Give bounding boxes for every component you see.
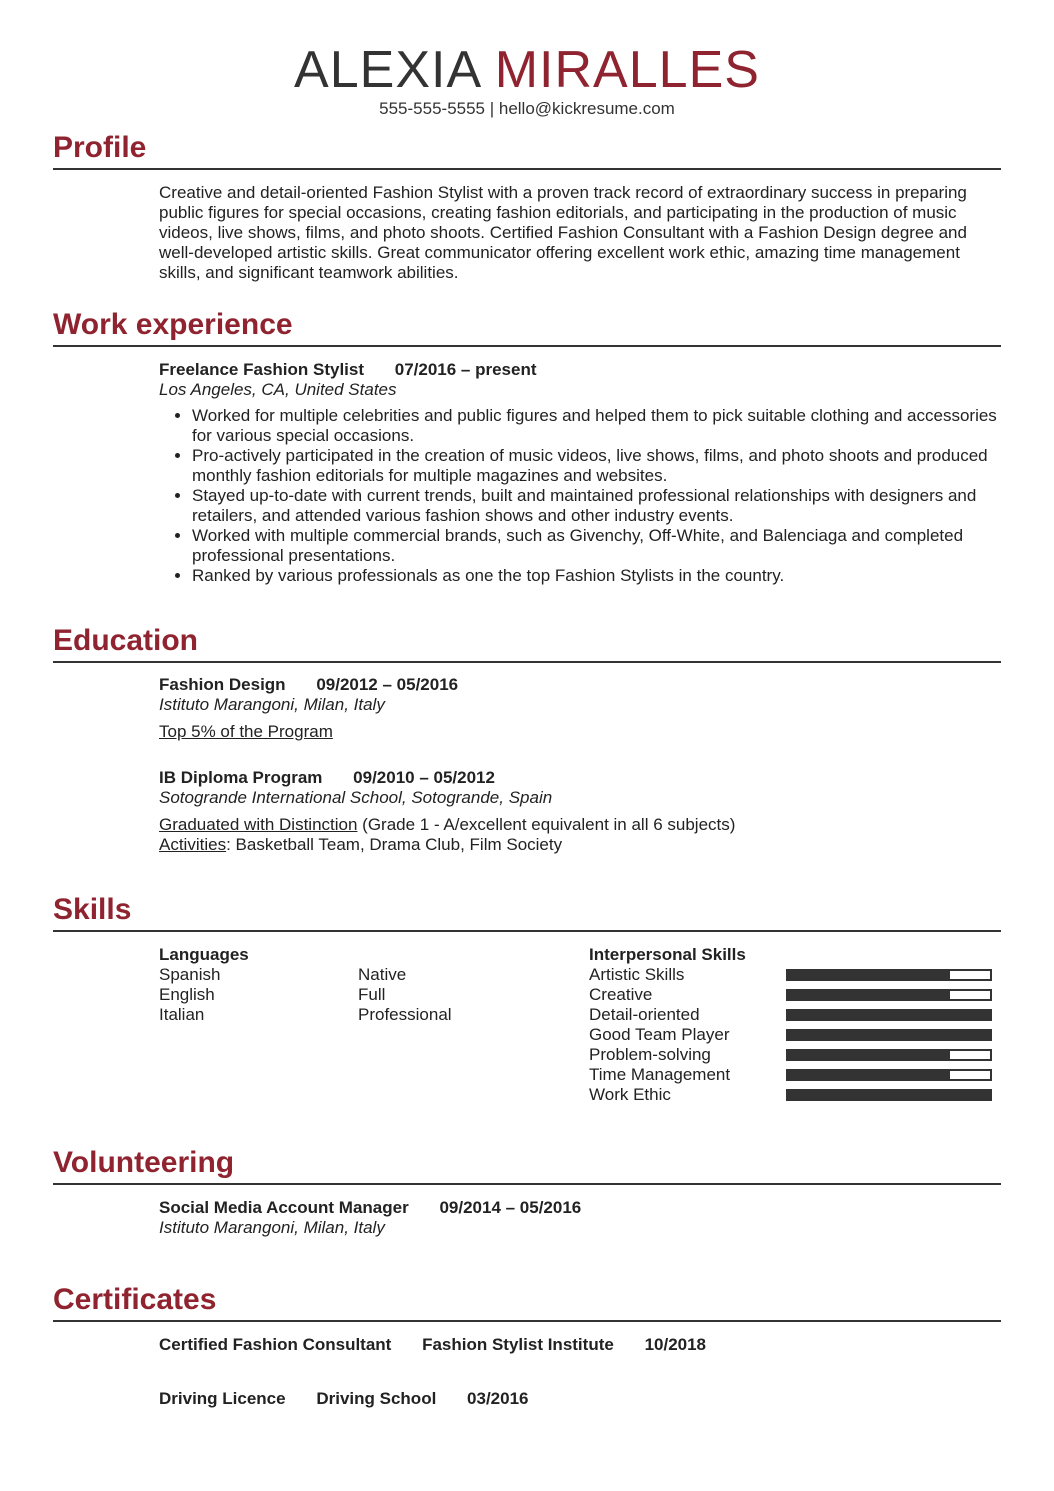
language-level: Native	[358, 965, 407, 984]
skills-section	[53, 892, 1001, 932]
degree-name: Fashion Design	[159, 675, 286, 694]
skill-name: Problem-solving	[589, 1045, 711, 1064]
activities-rest: : Basketball Team, Drama Club, Film Society	[226, 835, 563, 854]
skill-level-bar	[786, 989, 992, 1001]
education-section	[53, 623, 1001, 663]
job-place: Los Angeles, CA, United States	[159, 380, 397, 399]
certificate-issuer: Driving School	[316, 1389, 437, 1408]
skill-row	[589, 1085, 1009, 1105]
skill-name: Good Team Player	[589, 1025, 730, 1044]
skill-name: Creative	[589, 985, 653, 1004]
language-row	[159, 1005, 559, 1025]
degree-note	[159, 815, 1004, 835]
volunteering-heading: Volunteering	[53, 1145, 1001, 1185]
volunteer-place: Istituto Marangoni, Milan, Italy	[159, 1218, 385, 1237]
education-item	[159, 768, 1004, 855]
job-title: Freelance Fashion Stylist	[159, 360, 365, 379]
volunteer-header	[159, 1198, 1004, 1218]
degree-header	[159, 768, 1004, 788]
certificates-section	[53, 1282, 1001, 1322]
skill-level-bar	[786, 1069, 992, 1081]
skill-row	[589, 965, 1009, 985]
skill-level-fill	[788, 1011, 990, 1019]
certificate-name: Certified Fashion Consultant	[159, 1335, 392, 1354]
degree-note-label: Top 5% of the Program	[159, 722, 333, 741]
certificate-issuer: Fashion Stylist Institute	[422, 1335, 614, 1354]
skill-level-bar	[786, 1049, 992, 1061]
degree-date: 09/2010 – 05/2012	[353, 768, 495, 787]
interpersonal-block	[589, 945, 1009, 1105]
job-bullets	[159, 406, 1004, 586]
language-level: Full	[358, 985, 386, 1004]
contact-info: 555-555-5555 | hello@kickresume.com	[379, 99, 675, 118]
certificate-row	[159, 1335, 1004, 1355]
language-row	[159, 985, 559, 1005]
degree-name: IB Diploma Program	[159, 768, 323, 787]
school-name: Sotogrande International School, Sotogrande, Spain	[159, 788, 553, 807]
profile-text: Creative and detail-oriented Fashion Stylist with a proven track record of extraordinary success in preparing public figures for special occasions, creating fashion editorials, and participating in the production of music videos, live shows, films, and photo shoots. Certified Fashion Consultant with a Fashion Design degree and well-developed artistic skills. Great communicator offering excellent work ethic, amazing time management skills, and significant teamwork abilities.	[159, 183, 967, 282]
certificate-date: 10/2018	[644, 1335, 707, 1354]
skill-name: Artistic Skills	[589, 965, 685, 984]
language-name: Italian	[159, 1005, 205, 1024]
language-level: Professional	[358, 1005, 452, 1024]
skill-row	[589, 1005, 1009, 1025]
certificate-name: Driving Licence	[159, 1389, 286, 1408]
skill-level-fill	[788, 1091, 990, 1099]
skill-name: Detail-oriented	[589, 1005, 700, 1024]
work-heading: Work experience	[53, 307, 1001, 347]
list-item: • Worked for multiple celebrities and public figures and helped them to pick suitable clothing and accessories for various special occasions.	[192, 406, 1004, 446]
skill-name: Work Ethic	[589, 1085, 671, 1104]
language-row	[159, 965, 559, 985]
last-name: MIRALLES	[494, 41, 760, 99]
profile-section	[53, 130, 1001, 170]
skill-level-fill	[788, 1071, 950, 1079]
degree-header	[159, 675, 1004, 695]
school-name: Istituto Marangoni, Milan, Italy	[159, 695, 385, 714]
education-item	[159, 675, 1004, 742]
languages-block	[159, 945, 559, 1025]
skill-name: Time Management	[589, 1065, 731, 1084]
skill-row	[589, 1065, 1009, 1085]
list-item: • Ranked by various professionals as one the top Fashion Stylists in the country.	[192, 566, 1004, 586]
skill-row	[589, 985, 1009, 1005]
certificate-row	[159, 1389, 1004, 1409]
skill-level-bar	[786, 1089, 992, 1101]
list-item: • Stayed up-to-date with current trends, built and maintained professional relationships with designers and retailers, and attended various fashion shows and other industry events.	[192, 486, 1004, 526]
volunteer-date: 09/2014 – 05/2016	[439, 1198, 582, 1217]
job-date: 07/2016 – present	[394, 360, 537, 379]
first-name: ALEXIA	[294, 41, 480, 99]
profile-heading: Profile	[53, 130, 1001, 170]
volunteering-body	[159, 1198, 1004, 1238]
profile-body	[159, 183, 1004, 283]
candidate-name	[0, 38, 1054, 102]
skills-heading: Skills	[53, 892, 1001, 932]
list-item: • Worked with multiple commercial brands, such as Givenchy, Off-White, and Balenciaga and completed professional presentations.	[192, 526, 1004, 566]
certificate-item	[159, 1389, 1004, 1409]
skill-level-fill	[788, 991, 950, 999]
interpersonal-heading: Interpersonal Skills	[589, 945, 746, 964]
skill-level-fill	[788, 971, 950, 979]
skill-level-bar	[786, 1029, 992, 1041]
skill-level-fill	[788, 1051, 950, 1059]
work-body	[159, 360, 1004, 586]
skill-level-fill	[788, 1031, 990, 1039]
job-header	[159, 360, 1004, 380]
skill-level-bar	[786, 969, 992, 981]
skill-row	[589, 1045, 1009, 1065]
skill-list	[589, 965, 1009, 1105]
skill-level-bar	[786, 1009, 992, 1021]
language-name: Spanish	[159, 965, 221, 984]
education-heading: Education	[53, 623, 1001, 663]
degree-note-rest: (Grade 1 - A/excellent equivalent in all 6 subjects)	[357, 815, 736, 834]
volunteer-role: Social Media Account Manager	[159, 1198, 409, 1217]
activities-label: Activities	[159, 835, 227, 854]
certificates-heading: Certificates	[53, 1282, 1001, 1322]
languages-heading: Languages	[159, 945, 249, 964]
skill-row	[589, 1025, 1009, 1045]
volunteering-section	[53, 1145, 1001, 1185]
degree-date: 09/2012 – 05/2016	[316, 675, 459, 694]
certificate-date: 03/2016	[467, 1389, 529, 1408]
degree-note-label: Graduated with Distinction	[159, 815, 358, 834]
language-name: English	[159, 985, 215, 1004]
certificate-item	[159, 1335, 1004, 1355]
list-item: • Pro-actively participated in the creation of music videos, live shows, films, and photo shoots and produced monthly fashion editorials for multiple magazines and websites.	[192, 446, 1004, 486]
degree-note	[159, 722, 1004, 742]
activities-line	[159, 835, 1004, 855]
work-section	[53, 307, 1001, 347]
